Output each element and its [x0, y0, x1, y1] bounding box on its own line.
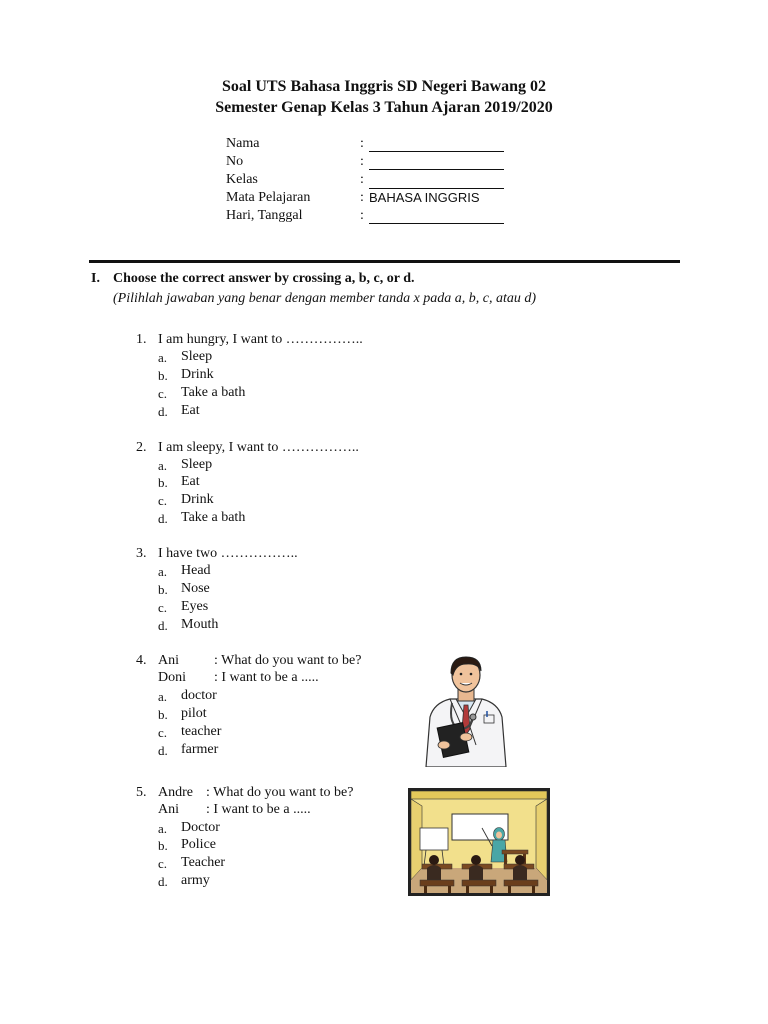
option-letter: c.	[158, 493, 168, 508]
question-number: 2.	[136, 440, 147, 455]
option-letter: d.	[158, 743, 168, 758]
option-letter: a.	[158, 689, 168, 704]
option-letter: b.	[158, 475, 168, 490]
question-number: 3.	[136, 546, 147, 561]
question-number: 5.	[136, 785, 147, 800]
dialogue-line: : I want to be a .....	[214, 670, 319, 685]
document-subtitle: Semester Genap Kelas 3 Tahun Ajaran 2019/2020	[215, 99, 553, 116]
field-colon: :	[360, 154, 364, 169]
option-letter: c.	[158, 600, 168, 615]
section-number: I.	[91, 271, 100, 286]
option-letter: b.	[158, 582, 168, 597]
doctor-illustration	[420, 655, 512, 767]
answer-option[interactable]: Nose	[181, 581, 210, 596]
option-letter: d.	[158, 618, 168, 633]
section-subheading: (Pilihlah jawaban yang benar dengan member tanda x pada a, b, c, atau d)	[113, 291, 537, 306]
answer-option[interactable]: army	[181, 873, 210, 888]
nama-field[interactable]	[369, 137, 504, 152]
option-letter: a.	[158, 564, 168, 579]
answer-option[interactable]: farmer	[181, 742, 219, 757]
option-letter: d.	[158, 404, 168, 419]
option-letter: a.	[158, 350, 168, 365]
section-heading: Choose the correct answer by crossing a, b, c, or d.	[113, 271, 415, 286]
answer-option[interactable]: teacher	[181, 724, 222, 739]
question-text: I am sleepy, I want to ……………..	[158, 440, 359, 455]
answer-option[interactable]: Drink	[181, 367, 214, 382]
field-label-mata-pelajaran: Mata Pelajaran	[226, 190, 311, 205]
field-colon: :	[360, 136, 364, 151]
field-label-kelas: Kelas	[226, 172, 258, 187]
option-letter: d.	[158, 511, 168, 526]
dialogue-speaker: Ani	[158, 653, 179, 668]
answer-option[interactable]: Eat	[181, 474, 200, 489]
answer-option[interactable]: Doctor	[181, 820, 220, 835]
answer-option[interactable]: Take a bath	[181, 385, 246, 400]
answer-option[interactable]: Drink	[181, 492, 214, 507]
answer-option[interactable]: Head	[181, 563, 211, 578]
option-letter: a.	[158, 821, 168, 836]
answer-option[interactable]: Eyes	[181, 599, 209, 614]
option-letter: a.	[158, 458, 168, 473]
dialogue-line: : What do you want to be?	[206, 785, 354, 800]
answer-option[interactable]: Mouth	[181, 617, 219, 632]
field-colon: :	[360, 190, 364, 205]
mata-pelajaran-value: BAHASA INGGRIS	[369, 190, 480, 205]
option-letter: c.	[158, 386, 168, 401]
answer-option[interactable]: Eat	[181, 403, 200, 418]
answer-option[interactable]: Sleep	[181, 349, 213, 364]
field-colon: :	[360, 172, 364, 187]
horizontal-divider	[89, 260, 680, 263]
dialogue-speaker: Ani	[158, 802, 179, 817]
answer-option[interactable]: Take a bath	[181, 510, 246, 525]
option-letter: b.	[158, 838, 168, 853]
option-letter: c.	[158, 856, 168, 871]
option-letter: c.	[158, 725, 168, 740]
classroom-illustration	[408, 788, 550, 896]
question-number: 1.	[136, 332, 147, 347]
field-label-nama: Nama	[226, 136, 260, 151]
hari-tanggal-field[interactable]	[369, 209, 504, 224]
option-letter: b.	[158, 707, 168, 722]
no-field[interactable]	[369, 155, 504, 170]
option-letter: d.	[158, 874, 168, 889]
answer-option[interactable]: Sleep	[181, 457, 213, 472]
answer-option[interactable]: Police	[181, 837, 216, 852]
document-title: Soal UTS Bahasa Inggris SD Negeri Bawang 02	[221, 78, 547, 95]
dialogue-line: : I want to be a .....	[206, 802, 311, 817]
answer-option[interactable]: pilot	[181, 706, 207, 721]
answer-option[interactable]: doctor	[181, 688, 217, 703]
field-label-hari-tanggal: Hari, Tanggal	[226, 208, 303, 223]
question-text: I have two ……………..	[158, 546, 298, 561]
dialogue-line: : What do you want to be?	[214, 653, 362, 668]
answer-option[interactable]: Teacher	[181, 855, 226, 870]
option-letter: b.	[158, 368, 168, 383]
dialogue-speaker: Andre	[158, 785, 193, 800]
question-text: I am hungry, I want to ……………..	[158, 332, 363, 347]
kelas-field[interactable]	[369, 174, 504, 189]
field-colon: :	[360, 208, 364, 223]
field-label-no: No	[226, 154, 244, 169]
dialogue-speaker: Doni	[158, 670, 186, 685]
question-number: 4.	[136, 653, 147, 668]
